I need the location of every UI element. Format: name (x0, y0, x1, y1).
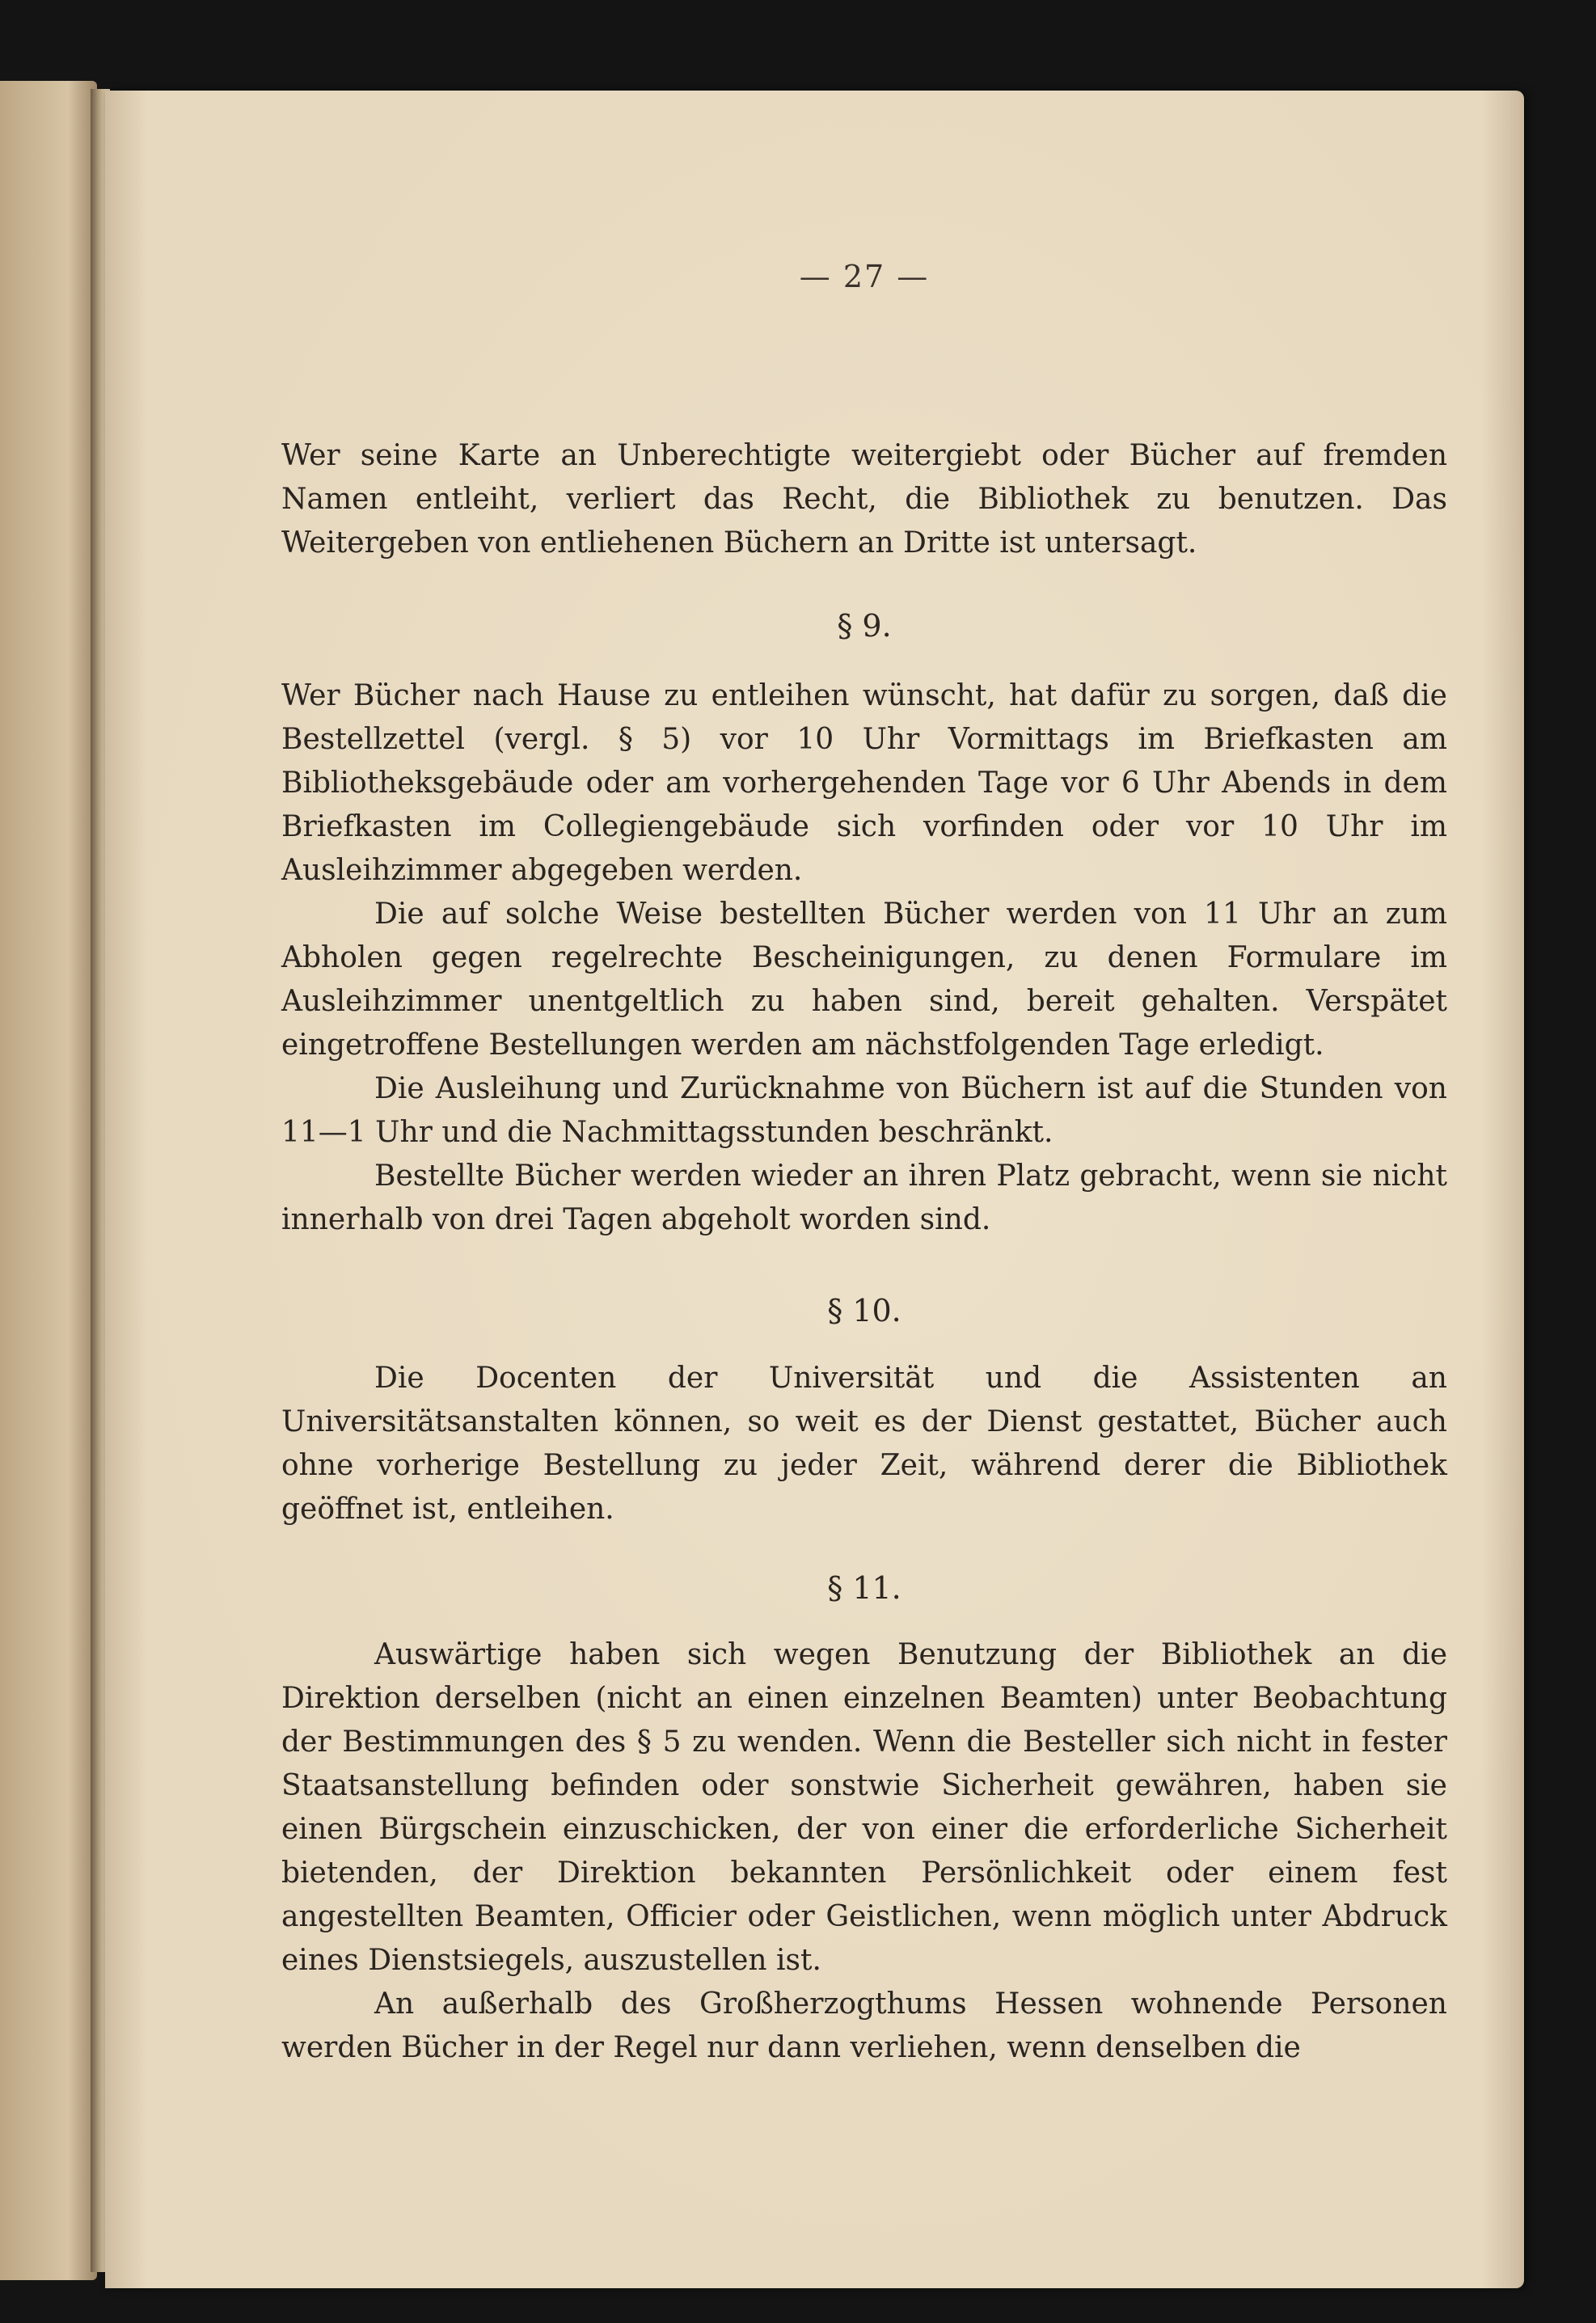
paragraph-outside-hessen: An außerhalb des Großherzogthums Hessen wohnende Personen werden Bücher in der Regel nur dann verliehen, wenn denselben die (281, 1987, 1447, 2064)
paragraph-loan-hours: Die Ausleihung und Zurücknahme von Büchern ist auf die Stunden von 11—1 Uhr und die Nachmittagsstunden beschränkt. (281, 1072, 1447, 1149)
book-page (105, 91, 1524, 2288)
paragraph-uncollected: Bestellte Bücher werden wieder an ihren Platz gebracht, wenn sie nicht innerhalb von drei Tagen abgeholt worden sind. (281, 1159, 1447, 1236)
section-heading-11: § 11. (827, 1570, 901, 1606)
section-heading-9: § 9. (837, 608, 892, 644)
paragraph-docenten: Die Docenten der Universität und die Assistenten an Universitätsanstalten können, so weit es der Dienst gestattet, Bücher auch ohne vorherige Bestellung zu jeder Zeit, während derer die Bibliothek geöffnet ist, entleihen. (281, 1362, 1447, 1526)
paragraph-external-users: Auswärtige haben sich wegen Benutzung der Bibliothek an die Direktion derselben (nicht an einen einzelnen Beamten) unter Beobachtung der Bestimmungen des § 5 zu wenden. Wenn die Besteller sich nicht in fester Staatsanstellung befinden oder sonstwie Sicherheit gewähren, haben sie einen Bürgschein einzuschicken, der von einer die erforderliche Sicherheit bietenden, der Direktion bekannten Persönlichkeit oder einem fest angestellten Beamten, Officier oder Geistlichen, wenn möglich unter Abdruck eines Dienstsiegels, auszustellen ist. (281, 1638, 1447, 1977)
section-heading-10: § 10. (827, 1293, 901, 1328)
paragraph-pickup: Die auf solche Weise bestellten Bücher werden von 11 Uhr an zum Abholen gegen regelrechte Bescheinigungen, zu denen Formulare im Ausleihzimmer unentgeltlich zu haben sind, bereit gehalten. Verspätet eingetroffene Bestellungen werden am nächstfolgenden Tage erledigt. (281, 898, 1447, 1062)
facing-page-edge (0, 81, 97, 2280)
paragraph-home-loan-ordering: Wer Bücher nach Hause zu entleihen wünscht, hat dafür zu sorgen, daß die Bestellzettel (vergl. § 5) vor 10 Uhr Vormittags im Briefkasten am Bibliotheksgebäude oder am vorhergehenden Tage vor 6 Uhr Abends in dem Briefkasten im Collegiengebäude sich vorfinden oder vor 10 Uhr im Ausleihzimmer abgegeben werden. (281, 679, 1447, 887)
paragraph-card-misuse: Wer seine Karte an Unberechtigte weitergiebt oder Bücher auf fremden Namen entleiht, verliert das Recht, die Bibliothek zu benutzen. Das Weitergeben von entliehenen Büchern an Dritte ist untersagt. (281, 439, 1447, 560)
page-number: — 27 — (799, 259, 930, 294)
